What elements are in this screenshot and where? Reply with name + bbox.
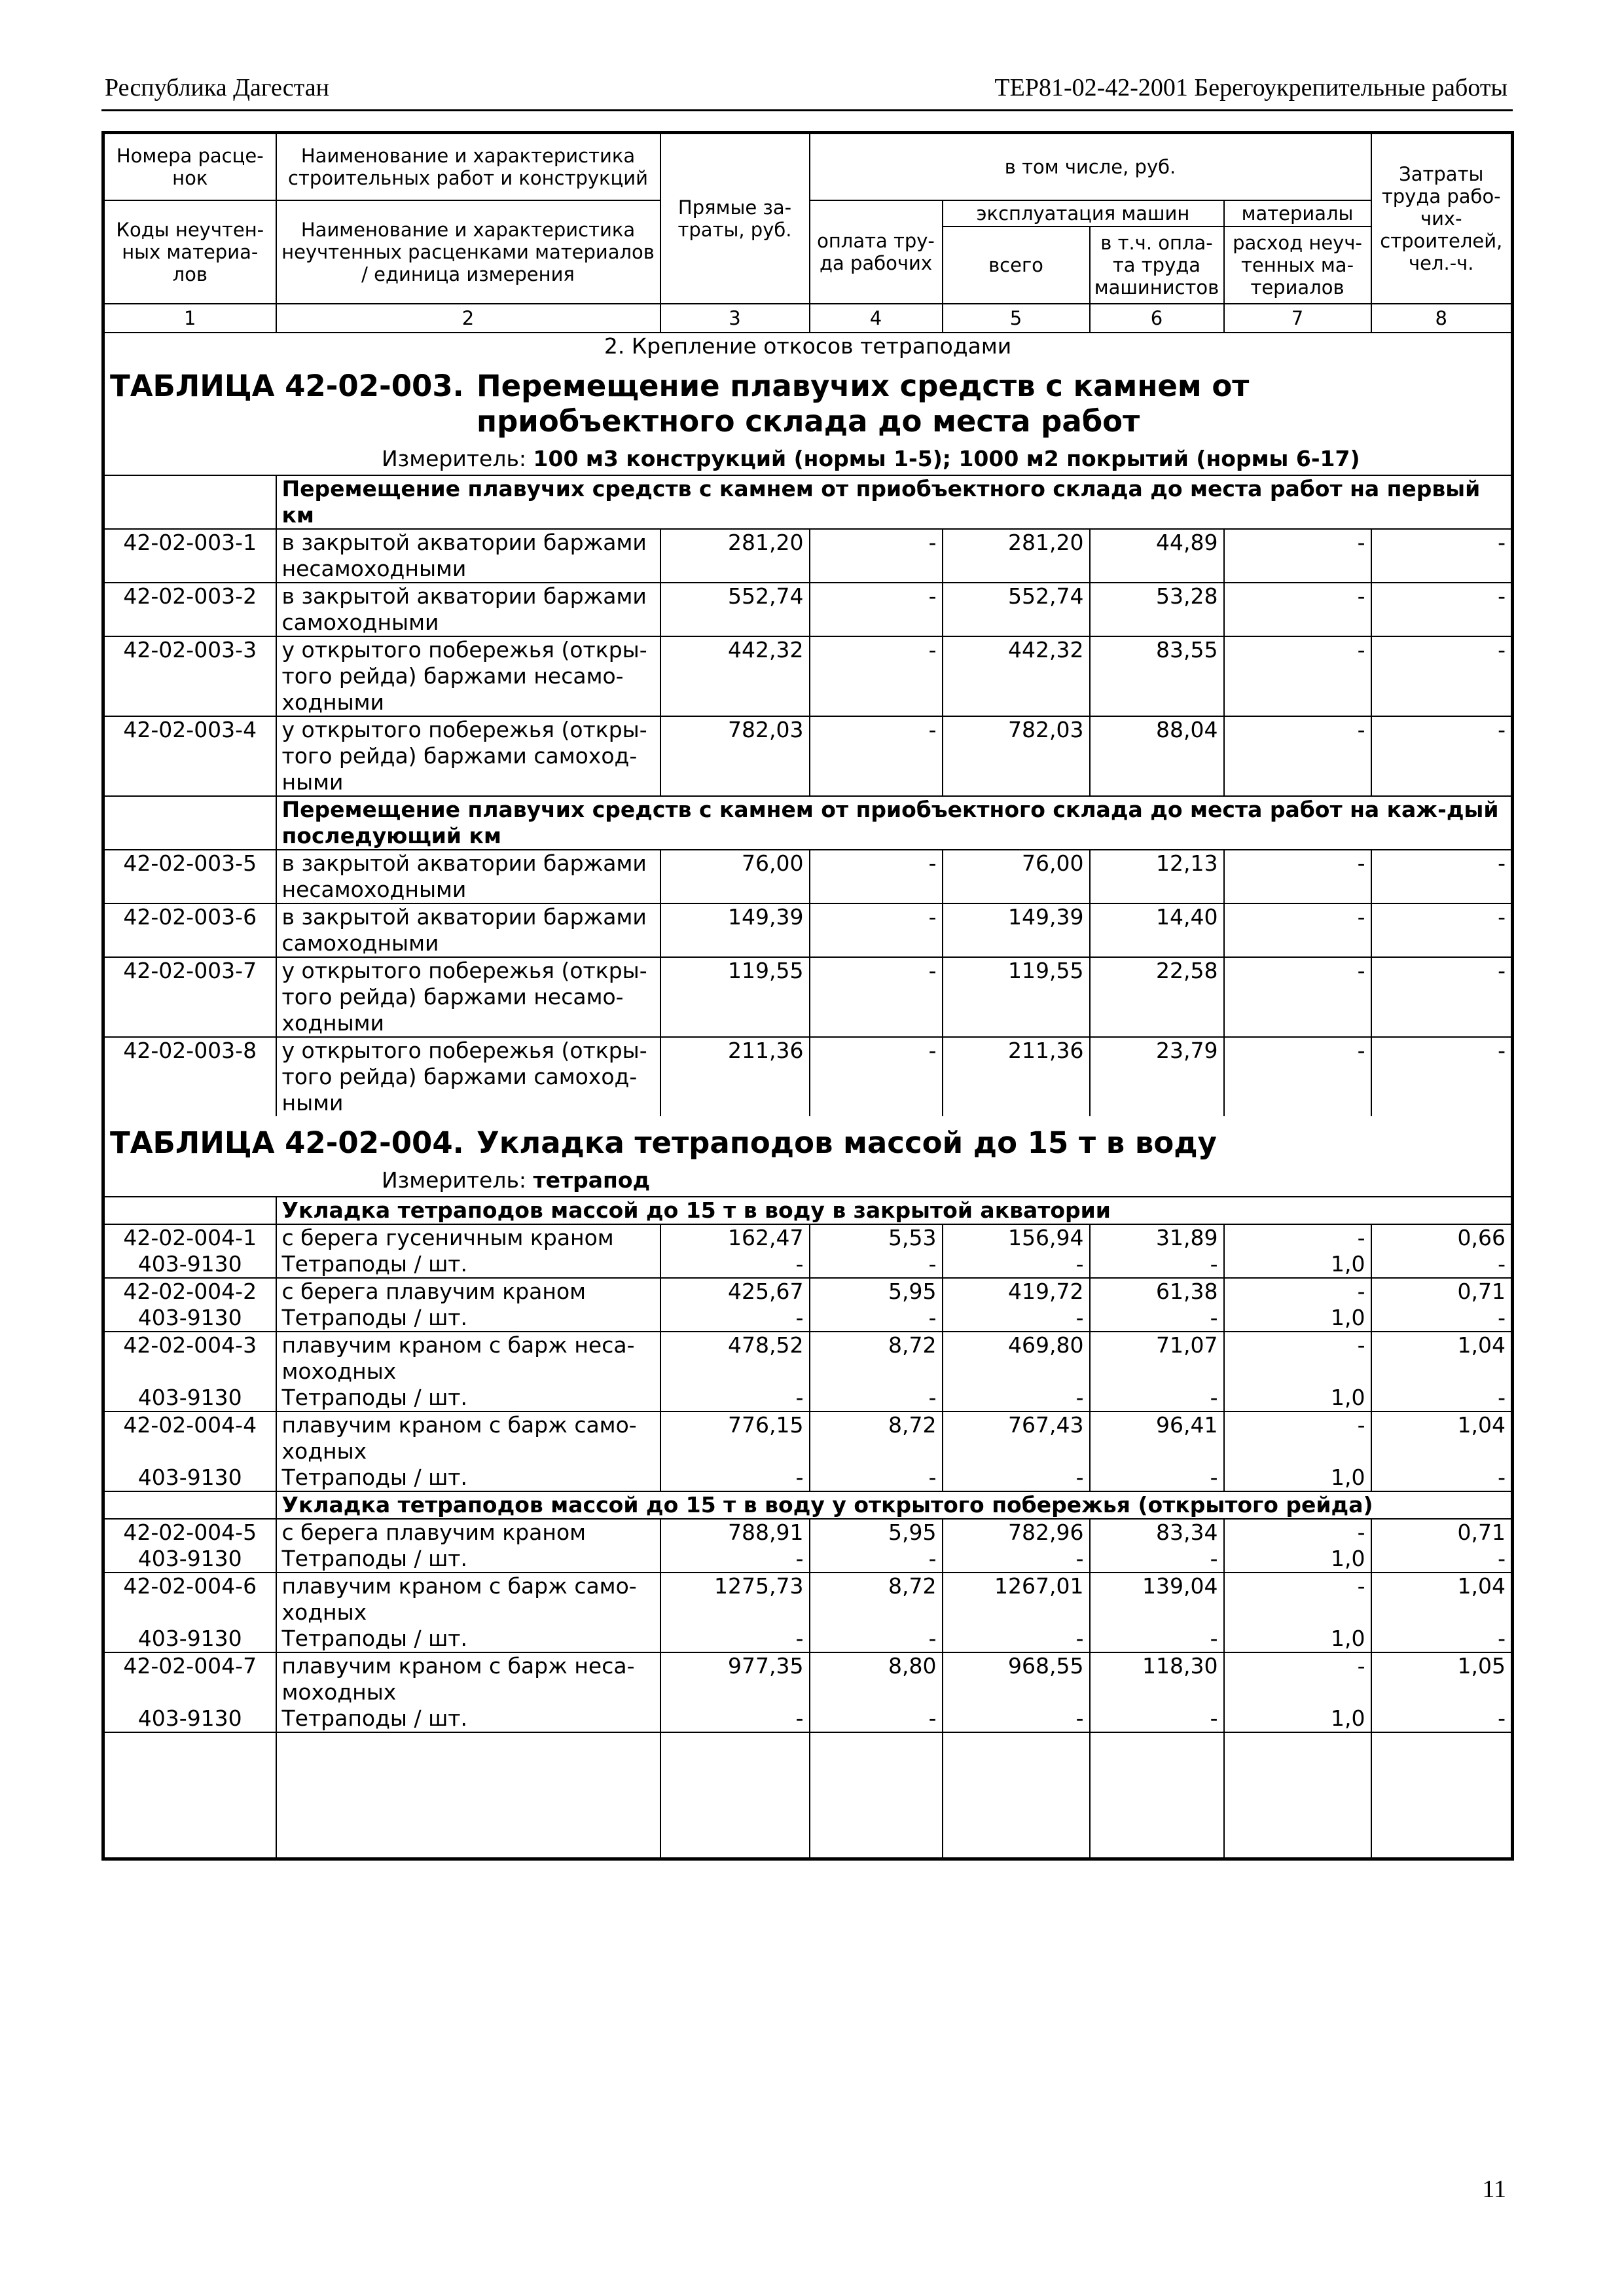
direct-costs: - <box>660 1705 810 1732</box>
worker-pay: - <box>810 636 943 716</box>
rate-code: 42-02-004-3 <box>103 1332 276 1385</box>
material-usage: 1,0 <box>1224 1385 1371 1411</box>
labor-costs: - <box>1371 903 1513 957</box>
operator-pay: 139,04 <box>1090 1573 1224 1626</box>
machines-total: 149,39 <box>943 903 1090 957</box>
work-name: в закрытой акватории баржами самоходными <box>276 583 660 636</box>
operator-pay: 53,28 <box>1090 583 1224 636</box>
machines-total: 211,36 <box>943 1037 1090 1116</box>
rate-code: 42-02-003-5 <box>103 850 276 903</box>
rate-code: 42-02-003-7 <box>103 957 276 1037</box>
operator-pay: - <box>1090 1705 1224 1732</box>
worker-pay: 5,53 <box>810 1224 943 1251</box>
labor-costs: - <box>1371 636 1513 716</box>
material-usage: - <box>1224 1411 1371 1465</box>
direct-costs: 776,15 <box>660 1411 810 1465</box>
subheading: Укладка тетраподов массой до 15 т в воду у открытого побережья (открытого рейда) <box>276 1491 1513 1519</box>
material-usage: - <box>1224 903 1371 957</box>
labor-costs: 1,04 <box>1371 1573 1513 1626</box>
measure-line <box>110 1165 1506 1196</box>
col-header-direct-costs: Прямые за-траты, руб. <box>660 133 810 304</box>
machines-total: 119,55 <box>943 957 1090 1037</box>
machines-total: 469,80 <box>943 1332 1090 1385</box>
material-usage: - <box>1224 850 1371 903</box>
direct-costs: 76,00 <box>660 850 810 903</box>
labor-costs: - <box>1371 1037 1513 1116</box>
col-header-material-usage: расход неуч-тенных ма-териалов <box>1224 227 1371 304</box>
labor-costs: - <box>1371 1305 1513 1332</box>
direct-costs: 552,74 <box>660 583 810 636</box>
col-header-machines-total: всего <box>943 227 1090 304</box>
rate-code: 42-02-004-5 <box>103 1519 276 1546</box>
rate-code: 42-02-003-8 <box>103 1037 276 1116</box>
work-name: Тетраподы / шт. <box>276 1251 660 1278</box>
work-name: Тетраподы / шт. <box>276 1626 660 1652</box>
subheading-spacer <box>103 1197 276 1224</box>
work-name: Тетраподы / шт. <box>276 1465 660 1491</box>
operator-pay: 31,89 <box>1090 1224 1224 1251</box>
table-row <box>103 1705 1513 1732</box>
operator-pay: 83,34 <box>1090 1519 1224 1546</box>
col-header-operator-pay: в т.ч. опла-та труда машинистов <box>1090 227 1224 304</box>
machines-total: - <box>943 1705 1090 1732</box>
work-name: Тетраподы / шт. <box>276 1705 660 1732</box>
work-name: у открытого побережья (откры-того рейда) баржами несамо-ходными <box>276 957 660 1037</box>
empty-cell <box>276 1732 660 1859</box>
direct-costs: 1275,73 <box>660 1573 810 1626</box>
chapter-title: 2. Крепление откосов тетраподами <box>604 333 1012 359</box>
material-usage: - <box>1224 1278 1371 1305</box>
subheading-spacer <box>103 1491 276 1519</box>
machines-total: 281,20 <box>943 529 1090 583</box>
direct-costs: 119,55 <box>660 957 810 1037</box>
col-header-including: в том числе, руб. <box>810 133 1371 201</box>
rate-code: 42-02-004-6 <box>103 1573 276 1626</box>
machines-total: 782,96 <box>943 1519 1090 1546</box>
rate-code: 403-9130 <box>103 1251 276 1278</box>
machines-total: - <box>943 1546 1090 1573</box>
page-number: 11 <box>1482 2176 1506 2203</box>
machines-total: 782,03 <box>943 716 1090 796</box>
work-name: в закрытой акватории баржами самоходными <box>276 903 660 957</box>
worker-pay: - <box>810 957 943 1037</box>
worker-pay: - <box>810 1705 943 1732</box>
table-label: ТАБЛИЦА 42-02-003. <box>110 369 464 403</box>
table-row <box>103 957 1513 1037</box>
work-name: плавучим краном с барж неса-моходных <box>276 1652 660 1705</box>
col-header-machines: эксплуатация машин <box>943 200 1224 227</box>
table-row <box>103 1573 1513 1626</box>
col-number: 5 <box>943 304 1090 333</box>
empty-row <box>103 1732 1513 1859</box>
worker-pay: 8,72 <box>810 1411 943 1465</box>
document-header-right: ТЕР81-02-42-2001 Берегоукрепительные работы <box>994 74 1507 101</box>
material-usage: 1,0 <box>1224 1705 1371 1732</box>
table-row <box>103 716 1513 796</box>
direct-costs: - <box>660 1385 810 1411</box>
table-title: Укладка тетраподов массой до 15 т в воду <box>477 1125 1217 1160</box>
rate-code: 403-9130 <box>103 1546 276 1573</box>
labor-costs: 0,71 <box>1371 1519 1513 1546</box>
material-usage: - <box>1224 583 1371 636</box>
worker-pay: - <box>810 1305 943 1332</box>
labor-costs: 1,04 <box>1371 1332 1513 1385</box>
direct-costs: 281,20 <box>660 529 810 583</box>
direct-costs: 442,32 <box>660 636 810 716</box>
labor-costs: - <box>1371 1705 1513 1732</box>
empty-cell <box>1090 1732 1224 1859</box>
operator-pay: 83,55 <box>1090 636 1224 716</box>
table-title: Перемещение плавучих средств с камнем от приобъектного склада до места работ <box>477 369 1250 439</box>
worker-pay: - <box>810 583 943 636</box>
work-name: Тетраподы / шт. <box>276 1385 660 1411</box>
table-row <box>103 1037 1513 1116</box>
worker-pay: 8,80 <box>810 1652 943 1705</box>
worker-pay: - <box>810 1385 943 1411</box>
work-name: в закрытой акватории баржами несамоходными <box>276 850 660 903</box>
table-row <box>103 1251 1513 1278</box>
worker-pay: - <box>810 903 943 957</box>
work-name: с берега плавучим краном <box>276 1278 660 1305</box>
operator-pay: - <box>1090 1251 1224 1278</box>
worker-pay: - <box>810 1546 943 1573</box>
rates-table <box>101 131 1514 1861</box>
labor-costs: - <box>1371 716 1513 796</box>
material-usage: 1,0 <box>1224 1251 1371 1278</box>
labor-costs: - <box>1371 1251 1513 1278</box>
operator-pay: 88,04 <box>1090 716 1224 796</box>
material-usage: - <box>1224 636 1371 716</box>
operator-pay: 118,30 <box>1090 1652 1224 1705</box>
labor-costs: - <box>1371 529 1513 583</box>
work-name: у открытого побережья (откры-того рейда) баржами самоход-ными <box>276 1037 660 1116</box>
worker-pay: - <box>810 850 943 903</box>
material-usage: - <box>1224 957 1371 1037</box>
labor-costs: - <box>1371 1626 1513 1652</box>
operator-pay: 44,89 <box>1090 529 1224 583</box>
table1-heading <box>103 359 1513 475</box>
table-row <box>103 1385 1513 1411</box>
rate-code: 403-9130 <box>103 1465 276 1491</box>
col-number: 2 <box>276 304 660 333</box>
work-name: у открытого побережья (откры-того рейда) баржами самоход-ными <box>276 716 660 796</box>
labor-costs: 1,05 <box>1371 1652 1513 1705</box>
material-usage: 1,0 <box>1224 1546 1371 1573</box>
operator-pay: - <box>1090 1305 1224 1332</box>
rate-code: 42-02-003-2 <box>103 583 276 636</box>
table-row <box>103 1465 1513 1491</box>
measure-value: тетрапод <box>533 1167 651 1193</box>
table-row <box>103 529 1513 583</box>
direct-costs: - <box>660 1626 810 1652</box>
direct-costs: 788,91 <box>660 1519 810 1546</box>
rate-code: 403-9130 <box>103 1305 276 1332</box>
work-name: плавучим краном с барж само-ходных <box>276 1411 660 1465</box>
direct-costs: - <box>660 1305 810 1332</box>
rate-code: 403-9130 <box>103 1705 276 1732</box>
direct-costs: 478,52 <box>660 1332 810 1385</box>
material-usage: - <box>1224 1573 1371 1626</box>
col-header-worker-pay: оплата тру-да рабочих <box>810 200 943 304</box>
material-usage: - <box>1224 1519 1371 1546</box>
work-name: Тетраподы / шт. <box>276 1546 660 1573</box>
measure-line <box>110 443 1506 475</box>
document-header-left: Республика Дагестан <box>105 74 329 101</box>
operator-pay: - <box>1090 1385 1224 1411</box>
table-row <box>103 1652 1513 1705</box>
subheading: Перемещение плавучих средств с камнем от приобъектного склада до места работ на первый км <box>276 475 1513 529</box>
worker-pay: 5,95 <box>810 1519 943 1546</box>
rate-code: 42-02-004-4 <box>103 1411 276 1465</box>
labor-costs: - <box>1371 957 1513 1037</box>
table2-heading <box>103 1116 1513 1197</box>
col-number: 3 <box>660 304 810 333</box>
labor-costs: - <box>1371 1385 1513 1411</box>
worker-pay: 8,72 <box>810 1573 943 1626</box>
direct-costs: 149,39 <box>660 903 810 957</box>
direct-costs: 162,47 <box>660 1224 810 1251</box>
col-number: 1 <box>103 304 276 333</box>
material-usage: - <box>1224 1224 1371 1251</box>
empty-cell <box>1371 1732 1513 1859</box>
machines-total: - <box>943 1251 1090 1278</box>
table-row <box>103 1519 1513 1546</box>
material-usage: - <box>1224 716 1371 796</box>
table-row <box>103 1626 1513 1652</box>
table-row <box>103 850 1513 903</box>
material-usage: 1,0 <box>1224 1465 1371 1491</box>
operator-pay: 12,13 <box>1090 850 1224 903</box>
machines-total: - <box>943 1385 1090 1411</box>
table-row <box>103 583 1513 636</box>
table-label: ТАБЛИЦА 42-02-004. <box>110 1125 464 1160</box>
worker-pay: - <box>810 529 943 583</box>
rate-code: 42-02-004-2 <box>103 1278 276 1305</box>
operator-pay: 71,07 <box>1090 1332 1224 1385</box>
empty-cell <box>810 1732 943 1859</box>
material-usage: 1,0 <box>1224 1305 1371 1332</box>
direct-costs: 211,36 <box>660 1037 810 1116</box>
col-header-code: Номера расце-нок <box>103 133 276 201</box>
subheading: Укладка тетраподов массой до 15 т в воду в закрытой акватории <box>276 1197 1513 1224</box>
worker-pay: - <box>810 1037 943 1116</box>
rate-code: 42-02-004-7 <box>103 1652 276 1705</box>
rate-code: 42-02-003-6 <box>103 903 276 957</box>
operator-pay: 22,58 <box>1090 957 1224 1037</box>
rate-code: 42-02-004-1 <box>103 1224 276 1251</box>
col-header-labor: Затраты труда рабо-чих-строителей, чел.-ч. <box>1371 133 1513 304</box>
worker-pay: 8,72 <box>810 1332 943 1385</box>
empty-cell <box>943 1732 1090 1859</box>
col-header-material-code: Коды неучтен-ных материа-лов <box>103 200 276 304</box>
table-body <box>103 333 1513 1859</box>
measure-label: Измеритель: <box>382 1167 527 1193</box>
table-row <box>103 1224 1513 1251</box>
operator-pay: 14,40 <box>1090 903 1224 957</box>
machines-total: - <box>943 1305 1090 1332</box>
direct-costs: - <box>660 1465 810 1491</box>
labor-costs: 1,04 <box>1371 1411 1513 1465</box>
work-name: плавучим краном с барж само-ходных <box>276 1573 660 1626</box>
machines-total: 156,94 <box>943 1224 1090 1251</box>
labor-costs: 0,71 <box>1371 1278 1513 1305</box>
operator-pay: - <box>1090 1465 1224 1491</box>
work-name: с берега гусеничным краном <box>276 1224 660 1251</box>
subheading-spacer <box>103 475 276 529</box>
machines-total: 552,74 <box>943 583 1090 636</box>
measure-value: 100 м3 конструкций (нормы 1-5); 1000 м2 покрытий (нормы 6-17) <box>533 446 1360 471</box>
measure-label: Измеритель: <box>382 446 527 471</box>
operator-pay: 96,41 <box>1090 1411 1224 1465</box>
operator-pay: 61,38 <box>1090 1278 1224 1305</box>
table-row <box>103 903 1513 957</box>
table-row <box>103 636 1513 716</box>
empty-cell <box>103 1732 276 1859</box>
worker-pay: 5,95 <box>810 1278 943 1305</box>
rate-code: 42-02-003-4 <box>103 716 276 796</box>
machines-total: 767,43 <box>943 1411 1090 1465</box>
direct-costs: 782,03 <box>660 716 810 796</box>
machines-total: 76,00 <box>943 850 1090 903</box>
material-usage: - <box>1224 529 1371 583</box>
table-row <box>103 1411 1513 1465</box>
direct-costs: 977,35 <box>660 1652 810 1705</box>
labor-costs: - <box>1371 1465 1513 1491</box>
subheading-spacer <box>103 796 276 850</box>
table-row <box>103 1546 1513 1573</box>
material-usage: - <box>1224 1332 1371 1385</box>
direct-costs: - <box>660 1251 810 1278</box>
rate-code: 42-02-003-1 <box>103 529 276 583</box>
operator-pay: - <box>1090 1626 1224 1652</box>
material-usage: - <box>1224 1037 1371 1116</box>
subheading: Перемещение плавучих средств с камнем от приобъектного склада до места работ на каж-дый последующий км <box>276 796 1513 850</box>
col-number: 7 <box>1224 304 1371 333</box>
worker-pay: - <box>810 1251 943 1278</box>
labor-costs: - <box>1371 583 1513 636</box>
direct-costs: - <box>660 1546 810 1573</box>
work-name: у открытого побережья (откры-того рейда) баржами несамо-ходными <box>276 636 660 716</box>
labor-costs: 0,66 <box>1371 1224 1513 1251</box>
col-number: 6 <box>1090 304 1224 333</box>
machines-total: - <box>943 1626 1090 1652</box>
worker-pay: - <box>810 716 943 796</box>
material-usage: 1,0 <box>1224 1626 1371 1652</box>
worker-pay: - <box>810 1465 943 1491</box>
machines-total: - <box>943 1465 1090 1491</box>
machines-total: 968,55 <box>943 1652 1090 1705</box>
rate-code: 42-02-003-3 <box>103 636 276 716</box>
empty-cell <box>660 1732 810 1859</box>
table-row <box>103 1305 1513 1332</box>
col-number: 8 <box>1371 304 1513 333</box>
operator-pay: - <box>1090 1546 1224 1573</box>
rate-code: 403-9130 <box>103 1626 276 1652</box>
col-header-materials: материалы <box>1224 200 1371 227</box>
header-divider <box>101 109 1513 111</box>
material-usage: - <box>1224 1652 1371 1705</box>
worker-pay: - <box>810 1626 943 1652</box>
operator-pay: 23,79 <box>1090 1037 1224 1116</box>
work-name: Тетраподы / шт. <box>276 1305 660 1332</box>
work-name: с берега плавучим краном <box>276 1519 660 1546</box>
machines-total: 419,72 <box>943 1278 1090 1305</box>
labor-costs: - <box>1371 850 1513 903</box>
direct-costs: 425,67 <box>660 1278 810 1305</box>
machines-total: 442,32 <box>943 636 1090 716</box>
rate-code: 403-9130 <box>103 1385 276 1411</box>
empty-cell <box>1224 1732 1371 1859</box>
col-header-name: Наименование и характеристика строительных работ и конструкций <box>276 133 660 201</box>
labor-costs: - <box>1371 1546 1513 1573</box>
col-number: 4 <box>810 304 943 333</box>
table-row <box>103 1332 1513 1385</box>
work-name: в закрытой акватории баржами несамоходными <box>276 529 660 583</box>
table-row <box>103 1278 1513 1305</box>
col-header-material-name: Наименование и характеристика неучтенных расценками материалов / единица измерения <box>276 200 660 304</box>
machines-total: 1267,01 <box>943 1573 1090 1626</box>
work-name: плавучим краном с барж неса-моходных <box>276 1332 660 1385</box>
